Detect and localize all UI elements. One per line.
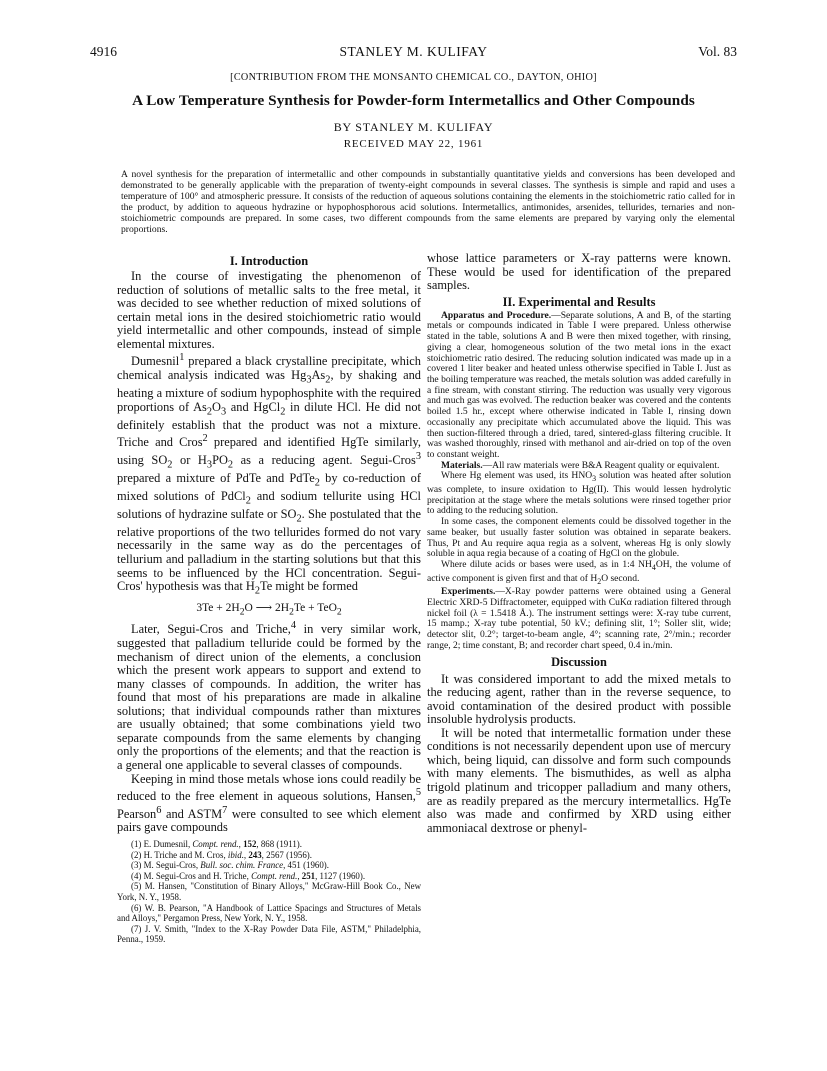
author-byline: BY STANLEY M. KULIFAY bbox=[333, 120, 494, 134]
section-heading-experimental: II. Experimental and Results bbox=[502, 294, 656, 309]
intro-paragraph-1: In the course of investigating the phenomenon of reduction of solutions of metallic salts to the free metal, it was decided to see whether reduction of mixed solutions of certain metal ions in the desired stoichiometric ratio would yield intermetallic and other compounds, instead of simple elemental mixtures. bbox=[117, 269, 421, 351]
footnote-5: (5) M. Hansen, "Constitution of Binary Alloys," McGraw-Hill Book Co., New York, N. Y., 1958. bbox=[117, 881, 421, 902]
materials-paragraph: Materials.—All raw materials were B&A Reagent quality or equivalent. bbox=[441, 459, 720, 471]
discussion-paragraph-1: It was considered important to add the mixed metals to the reducing agent, rather than in the reverse sequence, to avoid contamination of the desired product with possible insoluble hydrolysis products. bbox=[427, 671, 731, 727]
received-date: RECEIVED MAY 22, 1961 bbox=[343, 138, 484, 150]
contribution-line: [CONTRIBUTION FROM THE MONSANTO CHEMICAL CO., DAYTON, OHIO] bbox=[230, 72, 597, 83]
footnote-2: (2) H. Triche and M. Cros, ibid., 243, 2567 (1956). bbox=[131, 849, 312, 860]
page-number: 4916 bbox=[90, 44, 117, 59]
intro-paragraph-4: Keeping in mind those metals whose ions could readily be reduced to the free element in aqueous solutions, Hansen,$^5$ Pearson$^6$ and ASTM$^7$ were consulted to see which element pairs gave compounds bbox=[117, 771, 421, 835]
apparatus-paragraph: Apparatus and Procedure.—Separate solutions, A and B, of the starting metals or compounds indicated in Table I were prepared. Unless otherwise stated in the table, solutions A and B were then mixed together, with rinsing, giving a clear, homogeneous solution of the two metal ions in the exact stoichiometric ratio desired. The reducing solution indicated was made up in a covered 1 liter beaker and heated unless otherwise specified in Table I. Just as the boiling temperature was reached, the metals solution was added carefully in a fine stream, with constant stirring. The reduction was usually very vigorous and much gas was evolved. The reduction beaker was covered and the contents boiled 1.5 hr., except where otherwise indicated in Table I, rinsing down occasionally any precipitate which accumulated above the liquid. This was then suction-filtered through a dried, tared, sintered-glass filtering crucible. It was washed thoroughly, rinsed with methanol and air-dried on top of the oven to constant weight. bbox=[427, 309, 731, 460]
volume-label: Vol. 83 bbox=[698, 44, 737, 59]
intro-continuation: whose lattice parameters or X-ray patterns were known. These would be used for identification of the prepared samples. bbox=[427, 251, 731, 293]
footnote-4: (4) M. Segui-Cros and H. Triche, Compt. rend., 251, 1127 (1960). bbox=[131, 870, 366, 881]
intro-paragraph-3: Later, Segui-Cros and Triche,$^4$ in very similar work, suggested that palladium telluride could be formed by the mechanism of direct union of the elements, a conclusion which the present work appears to support and extend to many classes of compounds. In addition, the writer has found that most of his preparations are made in alkaline solutions; that individual compounds rather than mixtures are usually obtained; that some combinations yield two separate compounds from the same elements by changing only the proportions of the elements; and that the reaction is a general one applicable to several classes of compounds. bbox=[117, 620, 421, 773]
footnote-7: (7) J. V. Smith, "Index to the X-Ray Powder Data File, ASTM," Philadelphia, Penna., 1959. bbox=[117, 923, 421, 945]
left-column bbox=[117, 252, 421, 945]
reaction-equation: $3Te + 2H_2O$ ⟶ $2H_2Te + TeO_2$ bbox=[196, 602, 342, 618]
experiments-paragraph: Experiments.—X-Ray powder patterns were obtained using a General Electric XRD-5 Diffractometer, equipped with CuKα radiation filtered through nickel foil (λ = 1.5418 Å.). The instrument settings were: X-ray tube current, 15 mamp.; X-ray tube potential, 50 kV.; defining slit, 1°; Soller slit, wide; detector slit, 0.2°; target-to-beam angle, 4°; scanning rate, 2°/min.; recorder range, 2; time constant, B; and recorder chart speed, 0.4 in./min. bbox=[427, 586, 731, 651]
abstract: A novel synthesis for the preparation of intermetallic and other compounds in substantially quantitative yields and conversions has been developed and demonstrated to be generally applicable with the preparation of twenty-eight compounds in several classes. The synthesis is simple and rapid and uses a temperature of 100° and atmospheric pressure. It consists of the reduction of aqueous solutions containing the elements in the stoichiometric ratio called for in the product, by addition to aqueous hydrazine or hypophosphorous acid solutions. Intermetallics, antimonides, arsenides, tellurides, ternaries and non-stoichiometric compounds are prepared. In some cases, two different compounds from the same elements are prepared by varying only the elemental proportions. bbox=[121, 168, 735, 235]
dissolution-paragraph: In some cases, the component elements could be dissolved together in the same beaker, but usually faster solution was obtained in separate beakers. Thus, Pt and Au require aqua regia as a solvent, whereas Hg is only slowly soluble in aqua regia because of a coating of HgCl on the globule. bbox=[427, 516, 731, 560]
running-title: STANLEY M. KULIFAY bbox=[339, 44, 488, 59]
section-heading-discussion: Discussion bbox=[551, 654, 607, 669]
footnote-6: (6) W. B. Pearson, "A Handbook of Lattice Spacings and Structures of Metals and Alloys," Pergamon Press, New York, N. Y., 1958. bbox=[117, 902, 421, 924]
page-header bbox=[90, 44, 737, 64]
discussion-paragraph-2: It will be noted that intermetallic formation under these conditions is not necessarily dependent upon use of mercury which, being liquid, can dissolve and form such compounds with many elements. The bismuthides, as well as alpha trigold platinum and tricopper palladium and many others, are as readily prepared as the mercury intermetallics. HgTe also was made and confirmed by XRD using either ammoniacal dextrose or phenyl- bbox=[427, 725, 731, 835]
dilution-paragraph: Where dilute acids or bases were used, as in 1:4 $NH_4OH$, the volume of active component is given first and that of $H_2O$ second. bbox=[427, 559, 731, 586]
article-title: A Low Temperature Synthesis for Powder-form Intermetallics and Other Compounds bbox=[132, 92, 695, 109]
mercury-paragraph: Where Hg element was used, its $HNO_3$ solution was heated after solution was complete, to insure oxidation to Hg(II). This would lessen hydrolytic precipitation at the stage where the metals solutions were rinsed together prior to adding to the reducing solution. bbox=[427, 470, 731, 517]
footnote-1: (1) E. Dumesnil, Compt. rend., 152, 868 (1911). bbox=[131, 839, 302, 850]
section-heading-introduction: I. Introduction bbox=[229, 254, 309, 268]
footnotes bbox=[117, 839, 421, 945]
intro-paragraph-2: Dumesnil$^1$ prepared a black crystalline precipitate, which chemical analysis indicated was $Hg_3As_2$, by shaking and heating a mixture of sodium hypophosphite with the required proportions of $As_2O_3$ and HgCl$_2$ in dilute HCl. He did not definitely establish that the product was not a mixture. Triche and Cros$^2$ prepared and identified HgTe similarly, using $SO_2$ or $H_3PO_2$ as a reducing agent. Segui-Cros$^3$ prepared a mixture of PdTe and PdTe$_2$ by co-reduction of mixed solutions of PdCl$_2$ and sodium tellurite using HCl solutions of hydrazine sulfate or $SO_2$. She postulated that the relative proportions of the two tellurides formed do not vary necessarily in the same way as do the percentages of tellurium and palladium in the starting solutions but that this seems to be influenced by the HCl concentration. Segui-Cros' hypothesis was that $H_2Te$ might be formed bbox=[117, 352, 422, 597]
right-column bbox=[427, 252, 731, 835]
footnote-3: (3) M. Segui-Cros, Bull. soc. chim. France, 451 (1960). bbox=[131, 860, 329, 871]
